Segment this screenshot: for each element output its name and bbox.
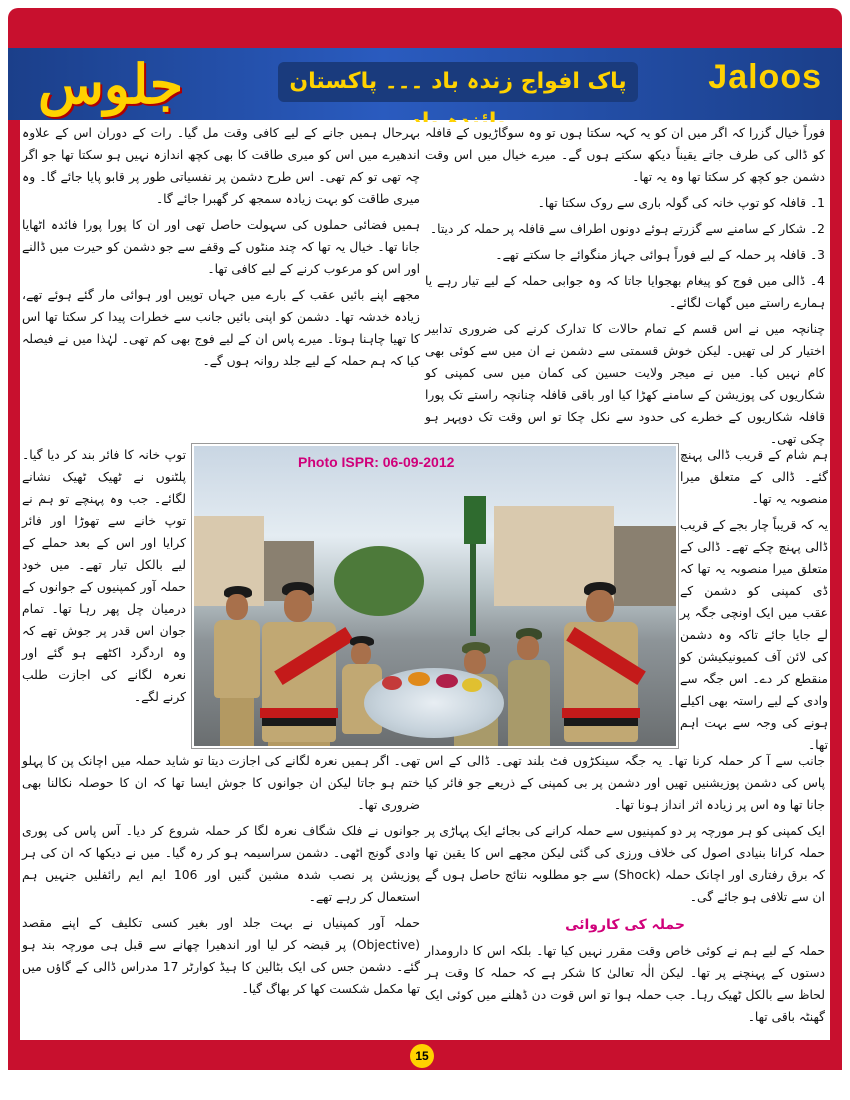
left-frame [8, 120, 20, 1040]
paragraph: 4۔ ڈالی میں فوج کو پیغام بھجوایا جاتا کہ وہ جوابی حملہ کے لیے تیار رہے یا ہمارے راستے میں گھات لگائے۔ [425, 274, 825, 310]
brand-logo-urdu: جلوس [38, 52, 184, 116]
floral-wreath [364, 668, 504, 738]
paragraph: بہرحال ہمیں جانے کے لیے کافی وقت مل گیا۔ رات کے دوران اس کے علاوہ اندھیرے میں اس کو میری طاقت کا بھی کچھ اندازہ نہیں ہو سکتا تھا جو اگر چہ تھی تو کم تھی۔ اس طرح دشمن پر نفسیاتی طور پر قابو پایا جائے گا۔ وہ میری طاقت کو بہت زیادہ سمجھ کر گھبرا جائے گا۔ [22, 126, 420, 206]
header-slogan: پاک افواج زندہ باد ۔۔۔ پاکستان [278, 62, 638, 102]
brand-logo-latin: Jaloos [708, 58, 822, 96]
article-column-left-top [22, 122, 420, 444]
article-column-left-narrow [22, 444, 186, 744]
section-heading: حملہ کی کاروائی [565, 917, 685, 933]
article-body [20, 122, 830, 1040]
paragraph: چنانچہ میں نے اس قسم کے تمام حالات کا تدارک کرنے کی ضروری تدابیر اختیار کر لی تھیں۔ لیکن خوش قسمتی سے دشمن نے ان میں سے کوئی بھی کام نہیں کیا۔ میں نے میجر ولایت حسین کی کمان میں سی کمپنی کو شکاریوں کی پوزیشن کے سامنے کھڑا کیا اور باقی قافلہ چنانچہ راستے تک پورا قافلہ شکاریوں کے خطرے کی حدود سے نکل چکا تو اس وقت تک دوپہر ہو چکی تھی۔ [425, 322, 825, 446]
paragraph: 3۔ قافلہ پر حملہ کے لیے فوراً ہوائی جہاز منگوائے جا سکتے تھے۔ [495, 248, 825, 262]
magazine-header [8, 48, 842, 120]
paragraph: ہم شام کے قریب ڈالی پہنچ گئے۔ ڈالی کے متعلق میرا منصوبہ یہ تھا۔ [680, 448, 828, 506]
paragraph: 1۔ قافلہ کو توپ خانہ کی گولہ باری سے روک سکتا تھا۔ [537, 196, 825, 210]
paragraph: 2۔ شکار کے سامنے سے گزرتے ہوئے دونوں اطراف سے قافلہ پر حملہ کر دیتا۔ [429, 222, 825, 236]
paragraph: جوانوں نے فلک شگاف نعرہ لگا کر حملہ شروع کر دیا۔ آس پاس کی پوری وادی گونج اٹھی۔ دشمن سراسیمہ ہو کر رہ گیا۔ میں نے دیکھا کہ ان کی ہر پوزیشن پر نصب شدہ مشین گنیں اور 106 ایم ایم رائفلیں جنہیں ہم استعمال کر رہے تھے۔ [22, 824, 421, 904]
paragraph: حملہ کے لیے ہم نے کوئی خاص وقت مقرر نہیں کیا تھا۔ بلکہ اس کا دارومدار دستوں کے پہنچنے پر تھا۔ لیکن الٰہ تعالیٰ کا شکر ہے کہ حملہ کا وقت ہر لحاظ سے بالکل ٹھیک رہا۔ جب حملہ ہوا تو اس قوت دن ڈھلنے میں کوئی ایک گھنٹہ باقی تھا۔ [425, 944, 825, 1024]
paragraph: ہمیں فضائی حملوں کی سہولت حاصل تھی اور ان کا پورا پورا فائدہ اٹھایا جانا تھا۔ خیال یہ تھا کہ چند منٹوں کے وقفے سے جو دشمن کو حیرت میں ڈالنے اور اس کو مرعوب کرنے کے لیے کافی تھا۔ [22, 218, 420, 276]
paragraph: حملہ آور کمپنیاں نے بہت جلد اور بغیر کسی تکلیف کے اپنے مقصد (Objective) پر قبضہ کر لیا اور اندھیرا چھانے سے قبل ہی مورچہ بند ہو گئے۔ دشمن جس کی ایک بٹالین کا ہیڈ کوارٹر 17 مدراس ڈالی کے گاؤں میں تھا مکمل شکست کھا کر بھاگ گیا۔ [22, 916, 420, 996]
paragraph: ایک کمپنی کو ہر مورچہ پر دو کمپنیوں سے حملہ کرانے کی بجائے ایک پہاڑی پر حملہ کرانا بنیادی اصول کی خلاف ورزی کی گئی لیکن مجھے اس کا یقین تھا کہ برق رفتاری اور اچانک حملہ (Shock) سے جو مطلوبہ نتائج حاصل ہوں گے ان سے تلافی ہو جائے گی۔ [425, 824, 825, 904]
article-column-right-bottom [425, 750, 825, 1040]
right-frame [830, 120, 842, 1040]
top-red-bar [8, 8, 842, 48]
article-column-left-bottom [22, 750, 420, 1040]
article-column-right-top [425, 122, 825, 446]
paragraph: جانب سے آ کر حملہ کرنا تھا۔ یہ جگہ سینکڑوں فٹ بلند تھی۔ ڈالی کے اس پاس کی دشمن پوزیشنیں تھیں اور دشمن پر بی کمپنی کے ذریعے جو فائر کیا جانا تھا وہ اس پر زیادہ اثر انداز ہونا تھا۔ [425, 754, 825, 812]
paragraph: تھی۔ اگر ہمیں نعرہ لگانے کی اجازت دیتا تو شاید حملہ میں اچانک پن کا پہلو ختم ہو جاتا لیکن ان جوانوں کا جوش ایسا تھا کہ ان کا حوصلہ نکالنا بھی ضروری تھا۔ [22, 754, 420, 812]
paragraph: یہ کہ قریباً چار بجے کے قریب ڈالی پہنچ چکے تھے۔ ڈالی کے متعلق میرا منصوبہ یہ تھا کہ ڈی کمپنی کو دشمن کے عقب میں ایک اونچی جگہ پر لے جایا جائے تاکہ وہ دشمن کی لائن آف کمیونیکیشن کو منقطع کر دے۔ اس جگہ سے وادی کے لیے راستہ بھی اکیلے ہونے کی وجہ سے بہت اہم تھا۔ [680, 518, 828, 752]
article-photo [192, 444, 678, 748]
paragraph: مجھے اپنے بائیں عقب کے بارے میں جہاں توپیں اور ہوائی مار گئے ہوئے تھے، زیادہ خدشہ تھا۔ دشمن کو اپنی بائیں جانب سے خطرات پیدا کر سکتا تھا اس کا تھیا چاہنا ہوتا۔ میرے پاس ان کے لیے فوج بھی کم تھی۔ لہٰذا میں نے فیصلہ کیا کہ ہم حملہ کے لیے جلد روانہ ہوں گے۔ [22, 288, 420, 368]
paragraph: فوراً خیال گزرا کہ اگر میں ان کو یہ کہہ سکتا ہوں تو وہ سوگاڑیوں کے قافلہ کو ڈالی کی طرف جاتے یقیناً دیکھ سکتے ہوں گے۔ میرے خیال میں اس وقت دشمن جو کچھ کر سکتا تھا وہ یہ تھا۔ [425, 126, 825, 184]
paragraph: توپ خانہ کا فائر بند کر دیا گیا۔ پلٹنوں نے ٹھیک ٹھیک نشانے لگائے۔ جب وہ پہنچے تو ہم نے توپ خانے سے تھوڑا اور فائر کرایا اور اس کے بعد حملے کے لیے بالکل تیار تھے۔ میں خود حملہ آور کمپنیوں کے جوانوں کے درمیان چل پھر رہا تھا۔ تمام جوان اس قدر پر جوش تھے کہ وہ اردگرد اکٹھے ہو گئے اور نعرہ لگانے کی اجازت طلب کرنے لگے۔ [22, 448, 186, 704]
photo-credit: Photo ISPR: 06-09-2012 [298, 454, 455, 470]
article-column-right-narrow [680, 444, 828, 752]
page-number: 15 [410, 1044, 434, 1068]
